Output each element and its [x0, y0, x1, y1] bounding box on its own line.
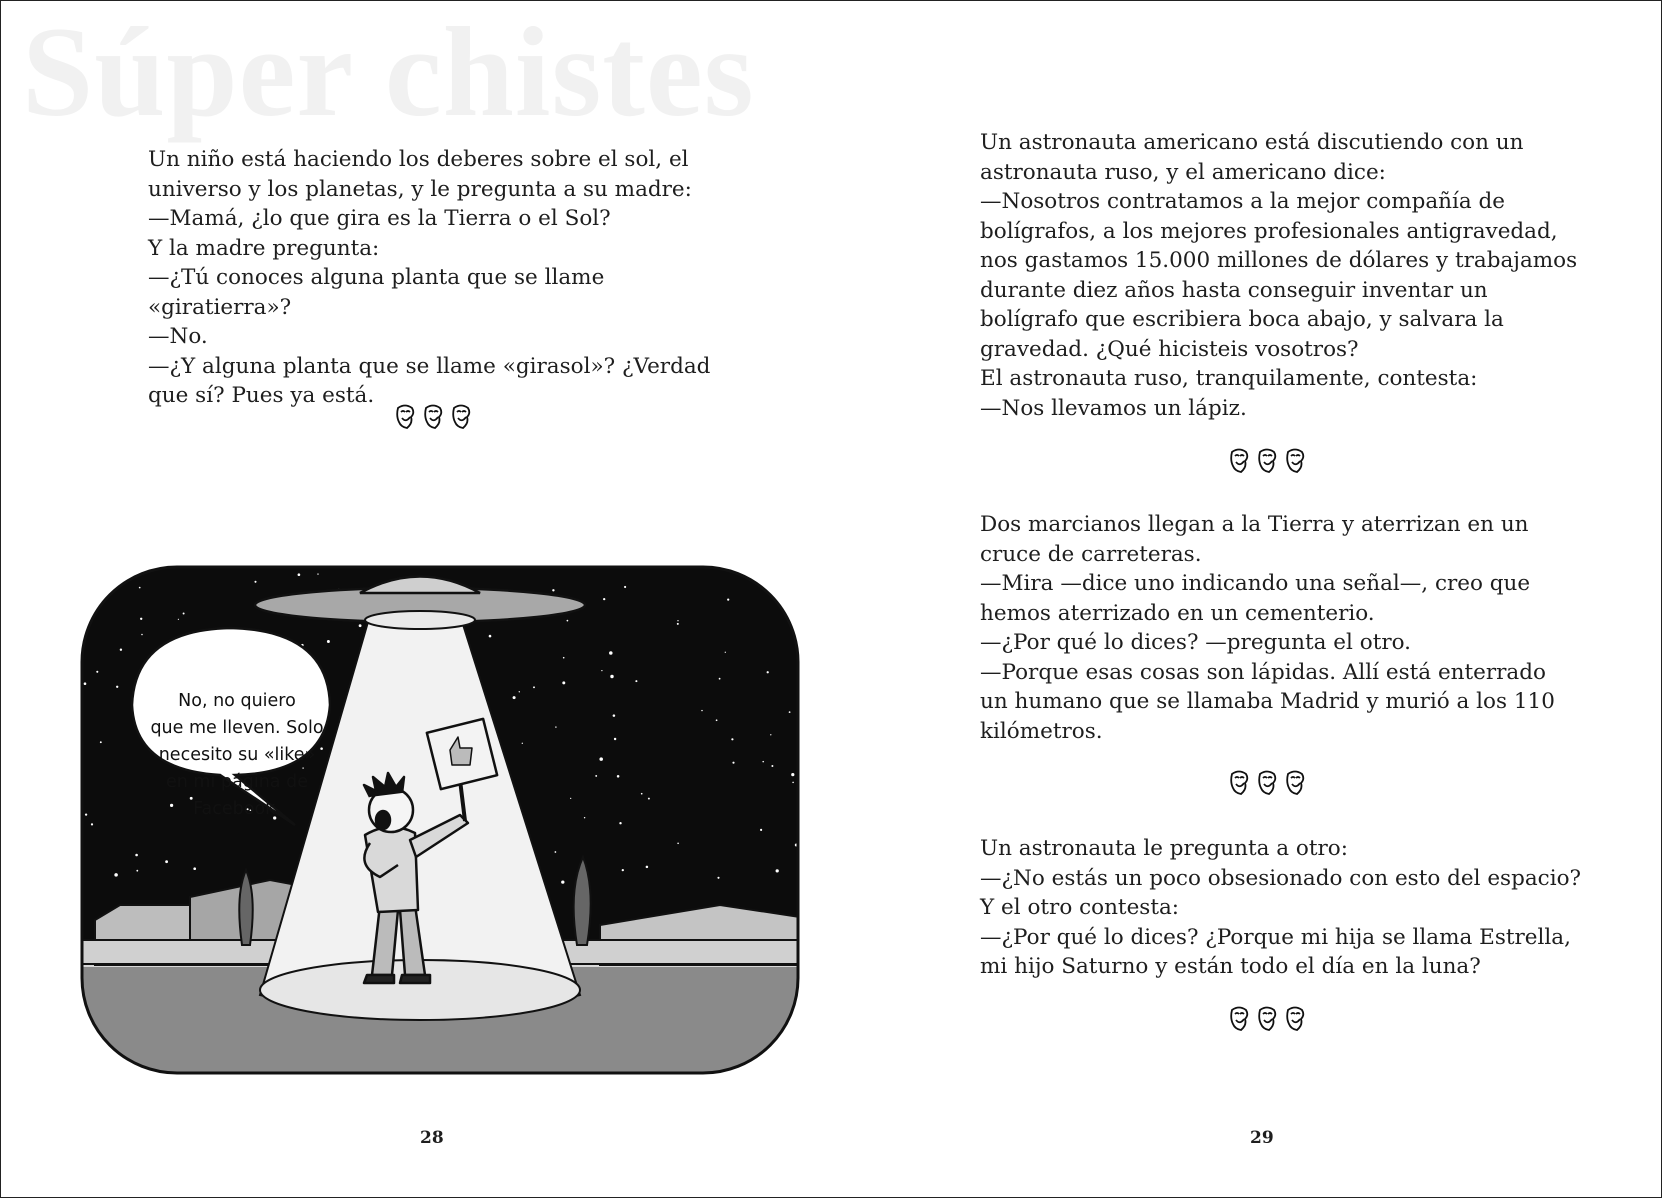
text-line: Un niño está haciendo los deberes sobre el sol, el — [148, 147, 689, 172]
star — [183, 613, 185, 615]
star — [254, 581, 256, 583]
star — [791, 773, 794, 776]
bubble-line: No, no quiero — [178, 691, 296, 711]
laughing-face-icon — [450, 404, 472, 430]
star — [141, 634, 143, 636]
laughing-face-icon — [1284, 1006, 1306, 1032]
star — [91, 823, 93, 825]
star — [770, 734, 771, 735]
laughing-face-icon — [394, 404, 416, 430]
text-line: —No. — [148, 324, 208, 349]
star — [562, 681, 565, 684]
star — [193, 867, 196, 870]
cypress-tree — [239, 870, 252, 945]
text-line: kilómetros. — [980, 718, 1103, 744]
star — [567, 620, 569, 622]
text-line: Y la madre pregunta: — [148, 235, 380, 261]
text-line: Un astronauta americano está discutiendo con un — [980, 130, 1524, 155]
laughing-face-icon — [1284, 770, 1306, 796]
star — [609, 651, 613, 655]
bubble-line: en mi página de — [166, 772, 308, 792]
text-line: —Nosotros contratamos a la mejor compañía de — [980, 189, 1506, 214]
star — [792, 782, 794, 784]
text-line: universo y los planetas, y le pregunta a su madre: — [148, 176, 692, 202]
star — [570, 798, 571, 799]
star — [489, 635, 492, 638]
star — [359, 624, 362, 627]
text-line: que sí? Pues ya está. — [148, 383, 375, 408]
text-line: durante diez años hasta conseguir inventar un — [980, 277, 1488, 303]
star — [533, 686, 535, 688]
star — [641, 793, 643, 795]
star — [561, 880, 564, 883]
bubble-line: que me lleven. Solo — [150, 718, 324, 738]
star — [648, 798, 650, 800]
star — [599, 757, 603, 761]
star — [622, 869, 624, 871]
text-line: mi hijo Saturno y están todo el día en la luna? — [980, 954, 1481, 979]
star — [555, 726, 556, 727]
joke-separator — [1228, 770, 1306, 796]
joke-girasol — [148, 145, 748, 411]
laughing-face-icon — [1228, 1006, 1250, 1032]
star — [701, 710, 702, 711]
star — [767, 671, 769, 673]
star — [116, 686, 118, 688]
joke-astronaut-pen — [980, 128, 1620, 423]
star — [677, 620, 678, 621]
star — [120, 649, 122, 651]
star — [613, 714, 616, 717]
star — [716, 719, 718, 721]
text-line: bolígrafos, a los mejores profesionales antigravedad, — [980, 218, 1558, 244]
star — [635, 680, 637, 682]
bubble-line: necesito su «like» — [158, 745, 316, 765]
text-line: Dos marcianos llegan a la Tierra y aterrizan en un — [980, 512, 1529, 537]
star — [732, 762, 734, 764]
star — [646, 866, 649, 869]
star — [760, 829, 762, 831]
text-line: —¿Por qué lo dices? ¿Porque mi hija se llama Estrella, — [980, 924, 1571, 950]
star — [552, 589, 554, 591]
text-line: cruce de carreteras. — [980, 541, 1202, 567]
star — [84, 682, 87, 685]
star — [317, 573, 318, 574]
laughing-face-icon — [1256, 1006, 1278, 1032]
text-line: —¿Por qué lo dices? —pregunta el otro. — [980, 630, 1412, 655]
star — [677, 623, 679, 625]
star — [519, 691, 520, 692]
text-line: —Mira —dice uno indicando una señal—, creo que — [980, 571, 1531, 596]
star — [619, 822, 621, 824]
page-number-right: 29 — [1250, 1128, 1274, 1148]
star — [725, 652, 726, 653]
star — [522, 743, 523, 744]
bubble-line: Facebook. — [193, 799, 281, 819]
star — [139, 587, 141, 589]
star — [624, 586, 626, 588]
star — [96, 671, 98, 673]
laughing-face-icon — [1228, 770, 1250, 796]
star — [563, 657, 565, 659]
text-line: —Mamá, ¿lo que gira es la Tierra o el Sol? — [148, 206, 611, 231]
star — [114, 873, 118, 877]
laughing-face-icon — [1256, 770, 1278, 796]
text-line: El astronauta ruso, tranquilamente, contesta: — [980, 366, 1478, 391]
text-line: bolígrafo que escribiera boca abajo, y salvara la — [980, 307, 1504, 332]
joke-astronaut-space — [980, 834, 1620, 982]
star — [731, 738, 733, 740]
text-line: —Nos llevamos un lápiz. — [980, 395, 1247, 421]
star — [555, 851, 557, 853]
star — [298, 573, 301, 576]
star — [138, 571, 140, 573]
text-line: —¿Y alguna planta que se llame «girasol»? ¿Verdad — [148, 353, 711, 379]
joke-martians — [980, 510, 1620, 746]
star — [327, 640, 330, 643]
joke-separator — [394, 404, 472, 430]
star — [595, 775, 597, 777]
star — [178, 619, 179, 620]
star — [135, 854, 138, 857]
star — [603, 598, 605, 600]
text-line: astronauta ruso, y el americano dice: — [980, 159, 1386, 185]
star — [100, 741, 102, 743]
speech-bubble-text — [142, 688, 332, 823]
star — [717, 877, 719, 879]
text-line: gravedad. ¿Qué hicisteis vosotros? — [980, 336, 1359, 362]
star — [789, 711, 791, 713]
star — [140, 618, 142, 620]
laughing-face-icon — [422, 404, 444, 430]
star — [614, 738, 616, 740]
star — [762, 761, 764, 763]
star — [584, 817, 585, 818]
text-line: hemos aterrizado en un cementerio. — [980, 600, 1375, 626]
text-line: —Porque esas cosas son lápidas. Allí está enterrado — [980, 659, 1546, 685]
star — [85, 813, 87, 815]
text-line: Un astronauta le pregunta a otro: — [980, 836, 1348, 861]
star — [136, 870, 138, 872]
star — [719, 678, 721, 680]
star — [513, 696, 516, 699]
star — [601, 670, 602, 671]
star — [776, 869, 779, 872]
star — [610, 675, 613, 678]
laughing-face-icon — [1228, 448, 1250, 474]
page-number-left: 28 — [420, 1128, 444, 1148]
text-line: un humano que se llamaba Madrid y murió a los 110 — [980, 689, 1555, 714]
star — [677, 843, 679, 845]
star — [165, 860, 168, 863]
star — [617, 775, 620, 778]
text-line: nos gastamos 15.000 millones de dólares y trabajamos — [980, 248, 1578, 273]
text-line: Y el otro contesta: — [980, 895, 1180, 920]
laughing-face-icon — [1284, 448, 1306, 474]
joke-separator — [1228, 1006, 1306, 1032]
chapter-watermark: Súper chistes — [22, 1, 755, 143]
joke-separator — [1228, 448, 1306, 474]
text-line: —¿No estás un poco obsesionado con esto del espacio? — [980, 865, 1582, 891]
star — [727, 599, 729, 601]
text-line: —¿Tú conoces alguna planta que se llame «giratierra»? — [148, 265, 605, 320]
laughing-face-icon — [1256, 448, 1278, 474]
star — [771, 765, 773, 767]
